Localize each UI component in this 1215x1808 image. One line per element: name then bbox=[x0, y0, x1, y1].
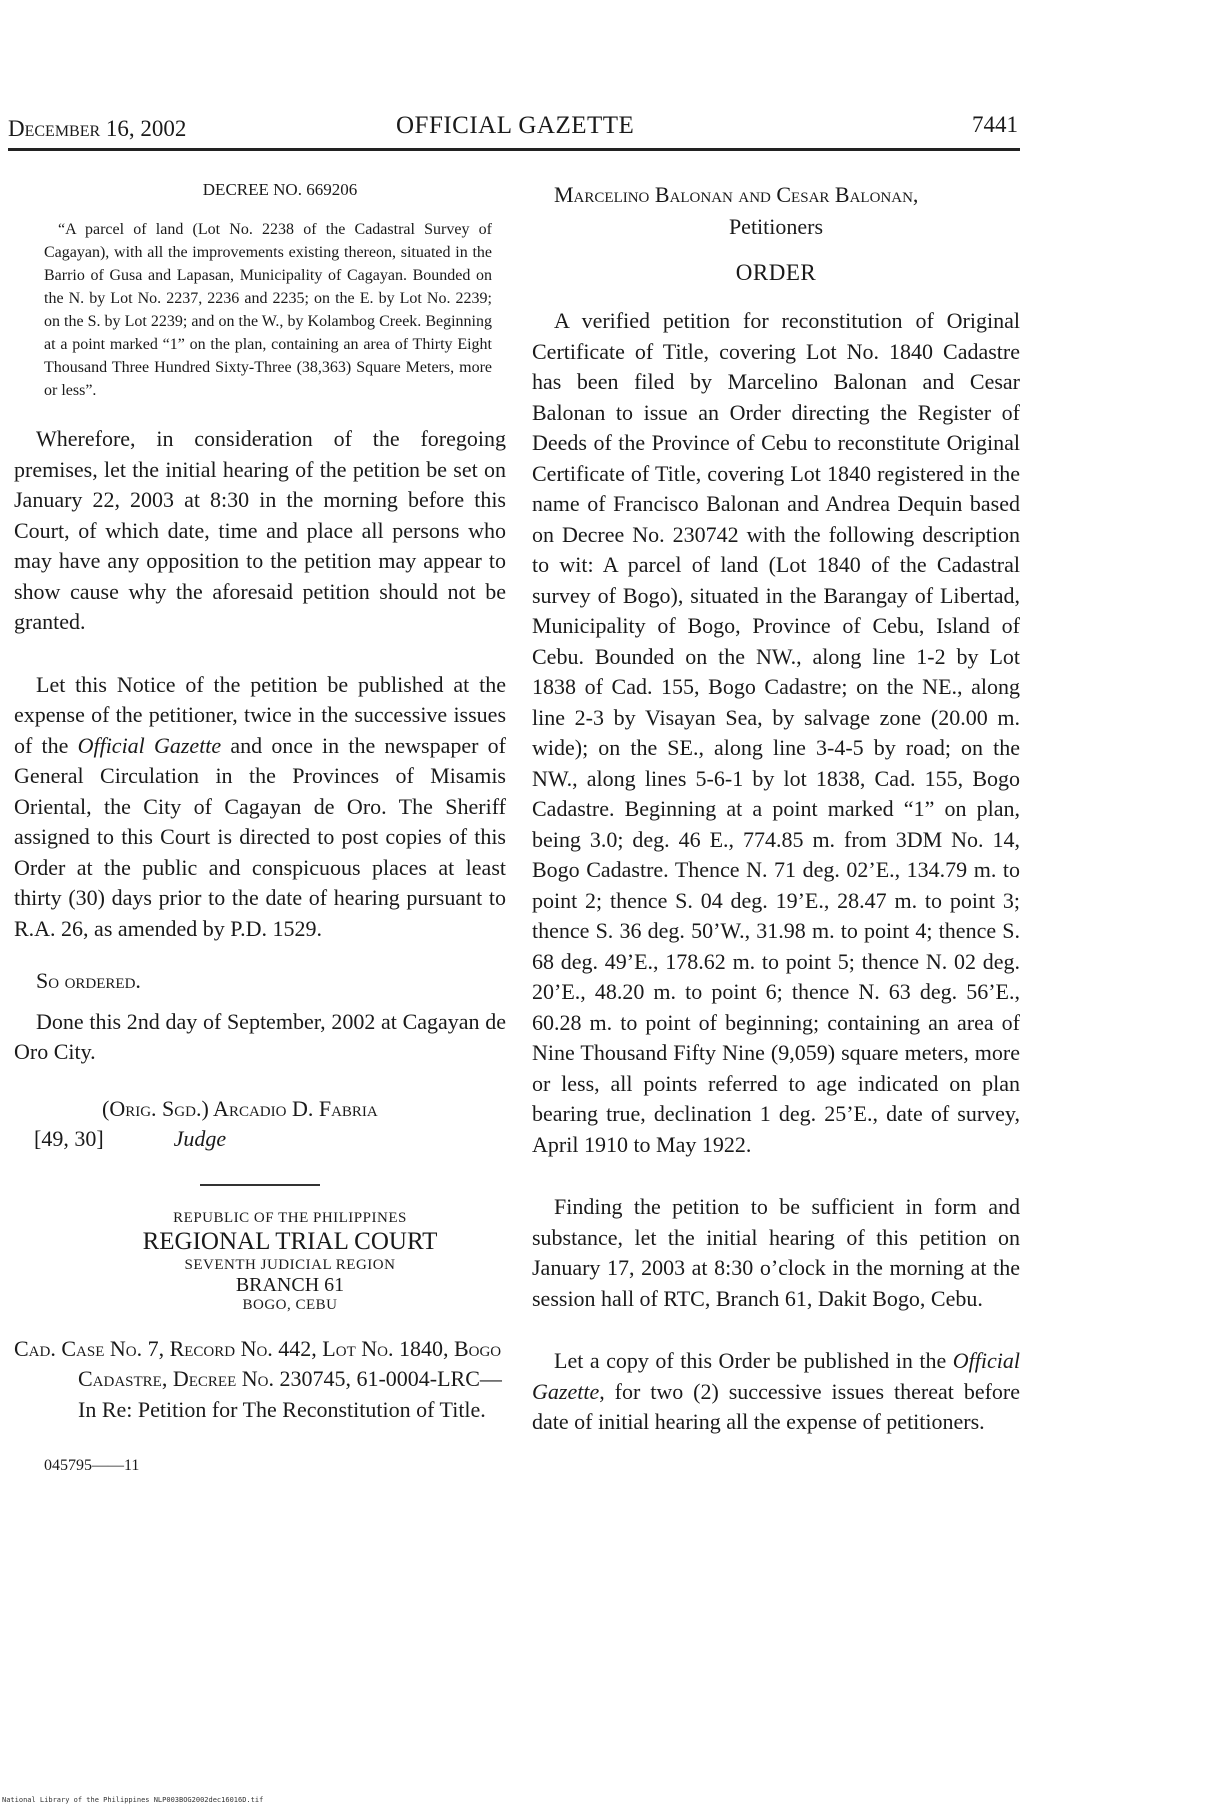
publication-order bbox=[532, 1346, 1020, 1438]
gazette-name-right: Official Gazette bbox=[532, 1348, 1020, 1404]
petitioners-label: Petitioners bbox=[728, 214, 824, 239]
case-title: —In Re: Petition for The Reconstitution of Title. bbox=[78, 1366, 502, 1422]
signature-block bbox=[14, 1094, 506, 1154]
right-column bbox=[532, 180, 1020, 1438]
publication-reference: [49, 30] bbox=[34, 1125, 104, 1151]
publication-text-b: and once in the newspaper of General Circulation in the Provinces of Misamis Oriental, the City of Cagayan de Oro. The Sheriff assigned to this Court is directed to post copies of this Order at the public and conspicuous places at least thirty (30) days prior to the date of hearing pursuant to R.A. 26, as amended by P.D. 1529. bbox=[14, 732, 506, 941]
petition-description: A verified petition for reconstitution of Original Certificate of Title, covering Lot No. 1840 Cadastre has been filed by Marcelino Balonan and Cesar Balonan to issue an Order directing the Register of Deeds of the Province of Cebu to reconstitute Original Certificate of Title, covering Lot 1840 registered in the name of Francisco Balonan and Andrea Dequin based on Decree No. 230742 with the following description to wit: A parcel of land (Lot 1840 of the Cadastral survey of Bogo), situated in the Barangay of Libertad, Municipality of Bogo, Province of Cebu, Island of Cebu. Bounded on the NW., along line 1-2 by Lot 1838 of Cad. 155, Bogo Cadastre; on the NE., along line 2-3 by Visayan Sea, by salvage zone (20.00 m. wide); on the SE., along line 3-4-5 by road; on the NW., along lines 5-6-1 by lot 1838, Cad. 155, Bogo Cadastre. Beginning at a point marked “1” on plan, being 3.0; deg. 46 E., 774.85 m. from 3DM No. 14, Bogo Cadastre. Thence N. 71 deg. 02’E., 134.79 m. to point 2; thence S. 04 deg. 19’E., 28.47 m. to point 3; thence S. 36 deg. 50’W., 31.98 m. to point 4; thence S. 68 deg. 49’E., 178.62 m. to point 5; thence N. 02 deg. 20’E., 48.20 m. to point 6; thence N. 63 deg. 56’E., 60.28 m. to point of beginning; containing an area of Nine Thousand Fifty Nine (9,059) square meters, more or less, all points referred to age indicated on plan bearing true, declination 1 deg. 25’E., date of survey, April 1910 to May 1922. bbox=[532, 308, 1020, 1157]
hearing-paragraph: Wherefore, in consideration of the foregoing premises, let the initial hearing of the petition be set on January 22, 2003 at 8:30 in the morning before this Court, of which date, time and place all persons who may have any opposition to the petition may appear to show cause why the aforesaid petition should not be granted. bbox=[14, 426, 506, 634]
court-branch: BRANCH 61 bbox=[235, 1273, 345, 1296]
so-ordered: So ordered. bbox=[36, 968, 141, 993]
order-heading: ORDER bbox=[735, 260, 817, 285]
court-republic: REPUBLIC OF THE PHILIPPINES bbox=[173, 1209, 407, 1226]
court-name: REGIONAL TRIAL COURT bbox=[142, 1227, 438, 1255]
court-place: BOGO, CEBU bbox=[242, 1296, 338, 1313]
publication-paragraph bbox=[14, 670, 506, 945]
gazette-name: Official Gazette bbox=[77, 732, 222, 758]
land-description-quote: “A parcel of land (Lot No. 2238 of the Cadastral Survey of Cagayan), with all the improvements existing thereon, situated in the Barrio of Gusa and Lapasan, Municipality of Cagayan. Bounded on the N. by Lot No. 2237, 2236 and 2235; on the E. by Lot No. 2239; on the S. by Lot 2239; and on the W., by Kolambog Creek. Beginning at a point marked “1” on the plan, containing an area of Thirty Eight Thousand Three Hundred Sixty-Three (38,363) Square Meters, more or less”. bbox=[44, 221, 492, 399]
judge-title: Judge bbox=[173, 1125, 227, 1151]
page-header bbox=[8, 112, 1018, 152]
printer-code: 045795——11 bbox=[44, 1457, 140, 1474]
petitioners-names: Marcelino Balonan and Cesar Balonan, bbox=[554, 182, 919, 207]
scan-footnote: National Library of the Philippines NLP003BOG2002dec16016D.tif bbox=[2, 1796, 264, 1804]
section-divider bbox=[200, 1184, 320, 1186]
case-number: Cad. Case No. 7, Record No. 442, Lot No. 1840, Bogo Cadastre, Decree No. 230745, 61-0004-LRC bbox=[14, 1335, 502, 1391]
hearing-order: Finding the petition to be sufficient in form and substance, let the initial hearing of this petition on January 17, 2003 at 8:30 o’clock in the morning at the session hall of RTC, Branch 61, Dakit Bogo, Cebu. bbox=[532, 1194, 1020, 1311]
issue-date: December 16, 2002 bbox=[8, 116, 187, 141]
done-date-place: Done this 2nd day of September, 2002 at Cagayan de Oro City. bbox=[14, 1008, 506, 1064]
page-number: 7441 bbox=[972, 112, 1018, 137]
judge-signature: (Orig. Sgd.) Arcadio D. Fabria bbox=[102, 1095, 378, 1121]
publication-text-a: Let this Notice of the petition be published at the expense of the petitioner, twice in the successive issues of the bbox=[14, 671, 506, 758]
header-rule bbox=[8, 148, 1020, 151]
decree-number: DECREE NO. 669206 bbox=[202, 180, 358, 199]
court-region: SEVENTH JUDICIAL REGION bbox=[184, 1256, 396, 1273]
publication-order-a: Let a copy of this Order be published in the bbox=[554, 1348, 953, 1373]
left-column bbox=[14, 180, 506, 1475]
publication-title: OFFICIAL GAZETTE bbox=[396, 112, 635, 139]
case-caption bbox=[14, 1334, 506, 1426]
publication-order-b: , for two (2) successive issues thereat before date of initial hearing all the expense of petitioners. bbox=[532, 1378, 1020, 1434]
court-heading bbox=[74, 1210, 506, 1314]
